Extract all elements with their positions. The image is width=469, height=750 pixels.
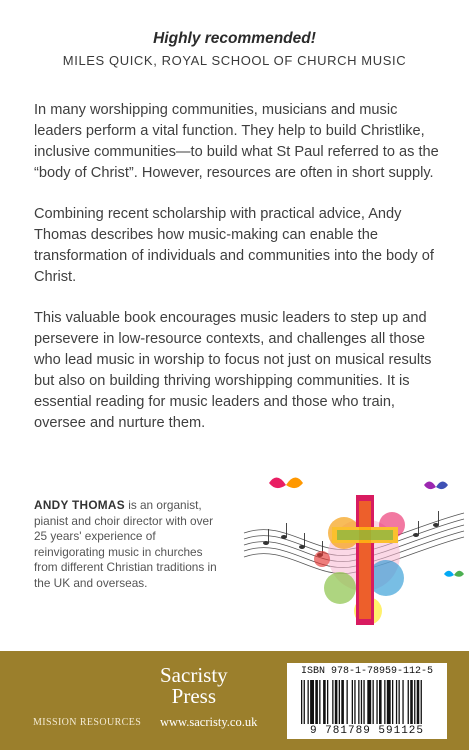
blurb-paragraph: Combining recent scholarship with practical advice, Andy Thomas describes how music-making can enable the transformation of individuals and communities into the body of Christ. — [34, 206, 434, 285]
barcode-bar — [310, 680, 314, 724]
blurb-paragraph: This valuable book encourages music leaders to step up and persevere in low-resource contexts, and challenges all those who lead music in worship to focus not just on musical results but also on building thriving worshipping communities. It is essential reading for music leaders and those who train, oversee and nurture them. — [34, 310, 432, 431]
endorsement — [0, 30, 469, 68]
barcode-bars — [301, 680, 435, 724]
barcode-bar — [363, 680, 364, 724]
author-name: ANDY THOMAS — [34, 498, 125, 512]
barcode-bar — [421, 680, 422, 724]
barcode-bar — [323, 680, 326, 724]
publisher-name-line2: Press — [171, 684, 216, 708]
barcode-bar — [387, 680, 391, 724]
author-bio — [34, 498, 224, 592]
barcode-bar — [373, 680, 374, 724]
barcode-bar — [304, 680, 305, 724]
blurb-paragraph: In many worshipping communities, musicians and music leaders perform a vital function. They help to build Christlike, inclusive communities—to build what St Paul referred to as the “body of Christ”. However, resources are often in short supply. — [34, 102, 439, 181]
isbn-text: ISBN 978-1-78959-112-5 — [300, 666, 434, 677]
barcode-bar — [392, 680, 393, 724]
barcode-bar — [327, 680, 328, 724]
endorsement-attribution: MILES QUICK, ROYAL SCHOOL OF CHURCH MUSIC — [62, 53, 407, 68]
barcode-bar — [354, 680, 355, 724]
barcode-bar — [301, 680, 302, 724]
barcode-bar — [396, 680, 397, 724]
barcode-bar — [399, 680, 400, 724]
barcode-bar — [402, 680, 403, 724]
barcode-bar — [408, 680, 409, 724]
barcode-bar — [308, 680, 309, 724]
barcode-bar — [410, 680, 413, 724]
barcode-bar — [376, 680, 377, 724]
barcode-bar — [384, 680, 385, 724]
barcode-bar — [379, 680, 382, 724]
barcode-bar — [414, 680, 415, 724]
publisher-website: www.sacristy.co.uk — [160, 715, 258, 729]
barcode-bar — [417, 680, 420, 724]
barcode-bar — [358, 680, 359, 724]
author-bio-text: is an organist, pianist and choir director with over 25 years' experience of reinvigorating music in churches from different Christian traditions in the UK and overseas. — [34, 498, 217, 590]
barcode-bar — [335, 680, 338, 724]
barcode-bar — [367, 680, 371, 724]
barcode-bar — [361, 680, 362, 724]
publisher-name-line1: Sacristy — [160, 663, 228, 687]
barcode-bar — [315, 680, 318, 724]
barcode-bar — [339, 680, 340, 724]
endorsement-headline: Highly recommended! — [153, 30, 316, 47]
barcode-bar — [319, 680, 320, 724]
publisher-logo — [160, 665, 228, 707]
barcode-bar — [347, 680, 348, 724]
ean-digits: 9 781789 591125 — [309, 725, 425, 737]
series-label: MISSION RESOURCES — [33, 717, 142, 728]
barcode-bar — [352, 680, 353, 724]
barcode-bar — [332, 680, 333, 724]
barcode-bar — [341, 680, 344, 724]
isbn-barcode — [287, 663, 447, 739]
blurb — [34, 100, 444, 454]
music-cross-illustration — [236, 463, 469, 645]
